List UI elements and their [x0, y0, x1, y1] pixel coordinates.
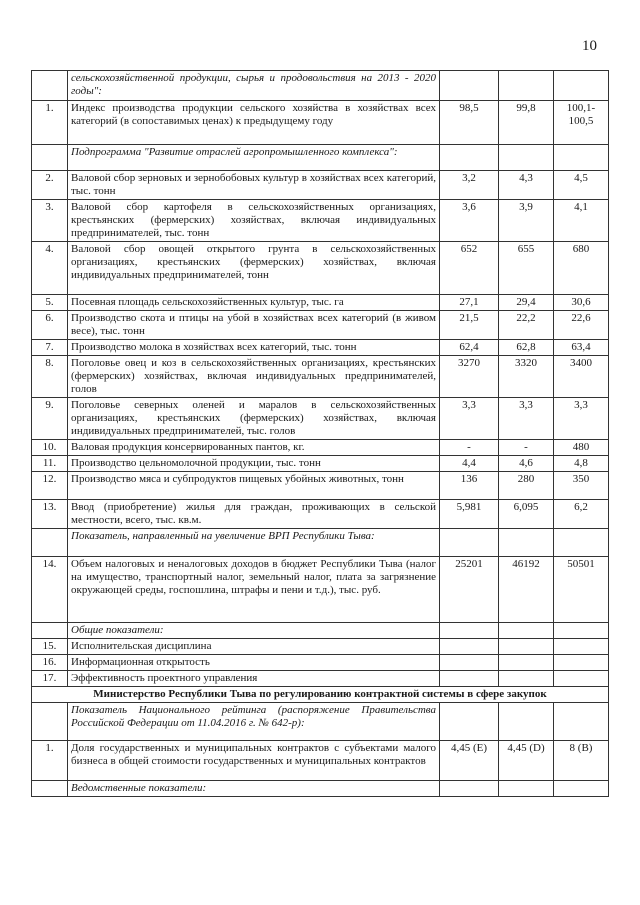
value-col-2 — [499, 781, 554, 797]
value-col-3 — [554, 671, 609, 687]
value-col-2: 4,6 — [499, 456, 554, 472]
value-col-2 — [499, 671, 554, 687]
value-col-1 — [440, 703, 499, 741]
table-row — [32, 440, 609, 456]
value-col-3: 3,3 — [554, 398, 609, 440]
value-col-2: 22,2 — [499, 311, 554, 340]
value-col-1 — [440, 145, 499, 171]
value-col-1: 5,981 — [440, 500, 499, 529]
value-col-3: 8 (B) — [554, 741, 609, 781]
table-row — [32, 356, 609, 398]
value-col-2: 280 — [499, 472, 554, 500]
value-col-3 — [554, 623, 609, 639]
value-col-3 — [554, 781, 609, 797]
indicator-description: Производство скота и птицы на убой в хозяйствах всех категорий (в живом весе), тыс. тонн — [68, 311, 440, 340]
value-col-2: 99,8 — [499, 101, 554, 145]
section-heading: Ведомственные показатели: — [68, 781, 440, 797]
value-col-3: 4,8 — [554, 456, 609, 472]
table-row — [32, 671, 609, 687]
value-col-2 — [499, 71, 554, 101]
value-col-1: 652 — [440, 242, 499, 295]
ministry-heading: Министерство Республики Тыва по регулированию контрактной системы в сфере закупок — [32, 687, 609, 703]
value-col-3 — [554, 655, 609, 671]
value-col-1 — [440, 655, 499, 671]
indicator-description: Поголовье северных оленей и маралов в сельскохозяйственных организациях, крестьянских (фермерских) хозяйствах, включая индивидуальных предпринимателей, тыс. голов — [68, 398, 440, 440]
row-number: 2. — [32, 171, 68, 200]
row-number — [32, 71, 68, 101]
value-col-3: 6,2 — [554, 500, 609, 529]
value-col-3 — [554, 71, 609, 101]
value-col-2: 3320 — [499, 356, 554, 398]
table-row — [32, 311, 609, 340]
value-col-1 — [440, 671, 499, 687]
table-row — [32, 242, 609, 295]
section-heading: сельскохозяйственной продукции, сырья и продовольствия на 2013 - 2020 годы": — [68, 71, 440, 101]
section-row — [32, 145, 609, 171]
value-col-3: 680 — [554, 242, 609, 295]
table-row — [32, 295, 609, 311]
row-number: 7. — [32, 340, 68, 356]
value-col-3: 50501 — [554, 557, 609, 623]
table-row — [32, 472, 609, 500]
value-col-1 — [440, 71, 499, 101]
table-row — [32, 200, 609, 242]
value-col-2: 46192 — [499, 557, 554, 623]
value-col-3: 480 — [554, 440, 609, 456]
value-col-1: 21,5 — [440, 311, 499, 340]
section-row — [32, 529, 609, 557]
table-row — [32, 655, 609, 671]
section-heading: Подпрограмма "Развитие отраслей агропромышленного комплекса": — [68, 145, 440, 171]
value-col-2: 3,3 — [499, 398, 554, 440]
table-row — [32, 456, 609, 472]
section-heading: Показатель Национального рейтинга (распоряжение Правительства Российской Федерации от 11.04.2016 г. № 642-р): — [68, 703, 440, 741]
value-col-1: 3,6 — [440, 200, 499, 242]
value-col-2: 6,095 — [499, 500, 554, 529]
section-row — [32, 623, 609, 639]
indicators-table — [31, 70, 609, 797]
section-row — [32, 781, 609, 797]
row-number: 4. — [32, 242, 68, 295]
table-row — [32, 639, 609, 655]
value-col-1: 3270 — [440, 356, 499, 398]
row-number: 1. — [32, 741, 68, 781]
value-col-1: 4,4 — [440, 456, 499, 472]
row-number: 6. — [32, 311, 68, 340]
value-col-3: 63,4 — [554, 340, 609, 356]
value-col-1: 136 — [440, 472, 499, 500]
row-number: 14. — [32, 557, 68, 623]
table-row — [32, 557, 609, 623]
row-number: 15. — [32, 639, 68, 655]
value-col-2 — [499, 655, 554, 671]
value-col-1: 98,5 — [440, 101, 499, 145]
value-col-1: 62,4 — [440, 340, 499, 356]
value-col-1 — [440, 639, 499, 655]
row-number: 11. — [32, 456, 68, 472]
value-col-2: 62,8 — [499, 340, 554, 356]
value-col-3: 22,6 — [554, 311, 609, 340]
value-col-3: 3400 — [554, 356, 609, 398]
value-col-2: 29,4 — [499, 295, 554, 311]
row-number: 16. — [32, 655, 68, 671]
value-col-2: 3,9 — [499, 200, 554, 242]
section-heading: Показатель, направленный на увеличение ВРП Республики Тыва: — [68, 529, 440, 557]
indicator-description: Исполнительская дисциплина — [68, 639, 440, 655]
value-col-2: - — [499, 440, 554, 456]
section-row — [32, 703, 609, 741]
indicator-description: Эффективность проектного управления — [68, 671, 440, 687]
row-number: 1. — [32, 101, 68, 145]
indicator-description: Валовой сбор зерновых и зернобобовых культур в хозяйствах всех категорий, тыс. тонн — [68, 171, 440, 200]
indicator-description: Производство мяса и субпродуктов пищевых убойных животных, тонн — [68, 472, 440, 500]
value-col-2 — [499, 639, 554, 655]
indicator-description: Информационная открытость — [68, 655, 440, 671]
value-col-1: 3,3 — [440, 398, 499, 440]
row-number: 5. — [32, 295, 68, 311]
row-number: 3. — [32, 200, 68, 242]
value-col-3: 30,6 — [554, 295, 609, 311]
value-col-1: - — [440, 440, 499, 456]
row-number: 12. — [32, 472, 68, 500]
table-row — [32, 171, 609, 200]
table-row — [32, 741, 609, 781]
value-col-2 — [499, 145, 554, 171]
indicator-description: Валовая продукция консервированных пантов, кг. — [68, 440, 440, 456]
indicator-description: Объем налоговых и неналоговых доходов в бюджет Республики Тыва (налог на имущество, транспортный налог, земельный налог, плата за загрязнение окружающей среды, госпошлина, штрафы и пени и т.д.), тыс. руб. — [68, 557, 440, 623]
value-col-3 — [554, 145, 609, 171]
table-row — [32, 500, 609, 529]
indicator-description: Доля государственных и муниципальных контрактов с субъектами малого бизнеса в общей стоимости государственных и муниципальных контрактов — [68, 741, 440, 781]
row-number: 13. — [32, 500, 68, 529]
row-number — [32, 703, 68, 741]
value-col-1 — [440, 623, 499, 639]
section-heading: Общие показатели: — [68, 623, 440, 639]
row-number — [32, 623, 68, 639]
row-number: 8. — [32, 356, 68, 398]
table-row — [32, 101, 609, 145]
indicator-description: Индекс производства продукции сельского хозяйства в хозяйствах всех категорий (в сопоставимых ценах) к предыдущему году — [68, 101, 440, 145]
row-number: 9. — [32, 398, 68, 440]
value-col-1: 3,2 — [440, 171, 499, 200]
value-col-1 — [440, 781, 499, 797]
value-col-2 — [499, 529, 554, 557]
value-col-2: 4,45 (D) — [499, 741, 554, 781]
row-number — [32, 529, 68, 557]
value-col-1: 27,1 — [440, 295, 499, 311]
page-number: 10 — [582, 38, 597, 54]
indicator-description: Валовой сбор овощей открытого грунта в сельскохозяйственных организациях, крестьянских (фермерских) хозяйствах, включая индивидуальных предпринимателей, тонн — [68, 242, 440, 295]
value-col-3: 350 — [554, 472, 609, 500]
value-col-3 — [554, 529, 609, 557]
indicator-description: Поголовье овец и коз в сельскохозяйственных организациях, крестьянских (фермерских) хозяйствах, включая индивидуальных предпринимателей, голов — [68, 356, 440, 398]
value-col-2 — [499, 623, 554, 639]
indicator-description: Производство молока в хозяйствах всех категорий, тыс. тонн — [68, 340, 440, 356]
value-col-3: 4,5 — [554, 171, 609, 200]
row-number — [32, 781, 68, 797]
section-row — [32, 71, 609, 101]
value-col-2 — [499, 703, 554, 741]
row-number: 17. — [32, 671, 68, 687]
ministry-row — [32, 687, 609, 703]
row-number: 10. — [32, 440, 68, 456]
value-col-1: 25201 — [440, 557, 499, 623]
value-col-2: 655 — [499, 242, 554, 295]
value-col-3: 4,1 — [554, 200, 609, 242]
value-col-2: 4,3 — [499, 171, 554, 200]
indicator-description: Производство цельномолочной продукции, тыс. тонн — [68, 456, 440, 472]
indicator-description: Ввод (приобретение) жилья для граждан, проживающих в сельской местности, всего, тыс. кв.м. — [68, 500, 440, 529]
value-col-1: 4,45 (E) — [440, 741, 499, 781]
table-row — [32, 340, 609, 356]
indicator-description: Валовой сбор картофеля в сельскохозяйственных организациях, крестьянских (фермерских) хозяйствах, включая индивидуальных предпринимателей, тыс. тонн — [68, 200, 440, 242]
value-col-3 — [554, 639, 609, 655]
row-number — [32, 145, 68, 171]
indicator-description: Посевная площадь сельскохозяйственных культур, тыс. га — [68, 295, 440, 311]
value-col-3: 100,1-100,5 — [554, 101, 609, 145]
value-col-1 — [440, 529, 499, 557]
table-row — [32, 398, 609, 440]
value-col-3 — [554, 703, 609, 741]
